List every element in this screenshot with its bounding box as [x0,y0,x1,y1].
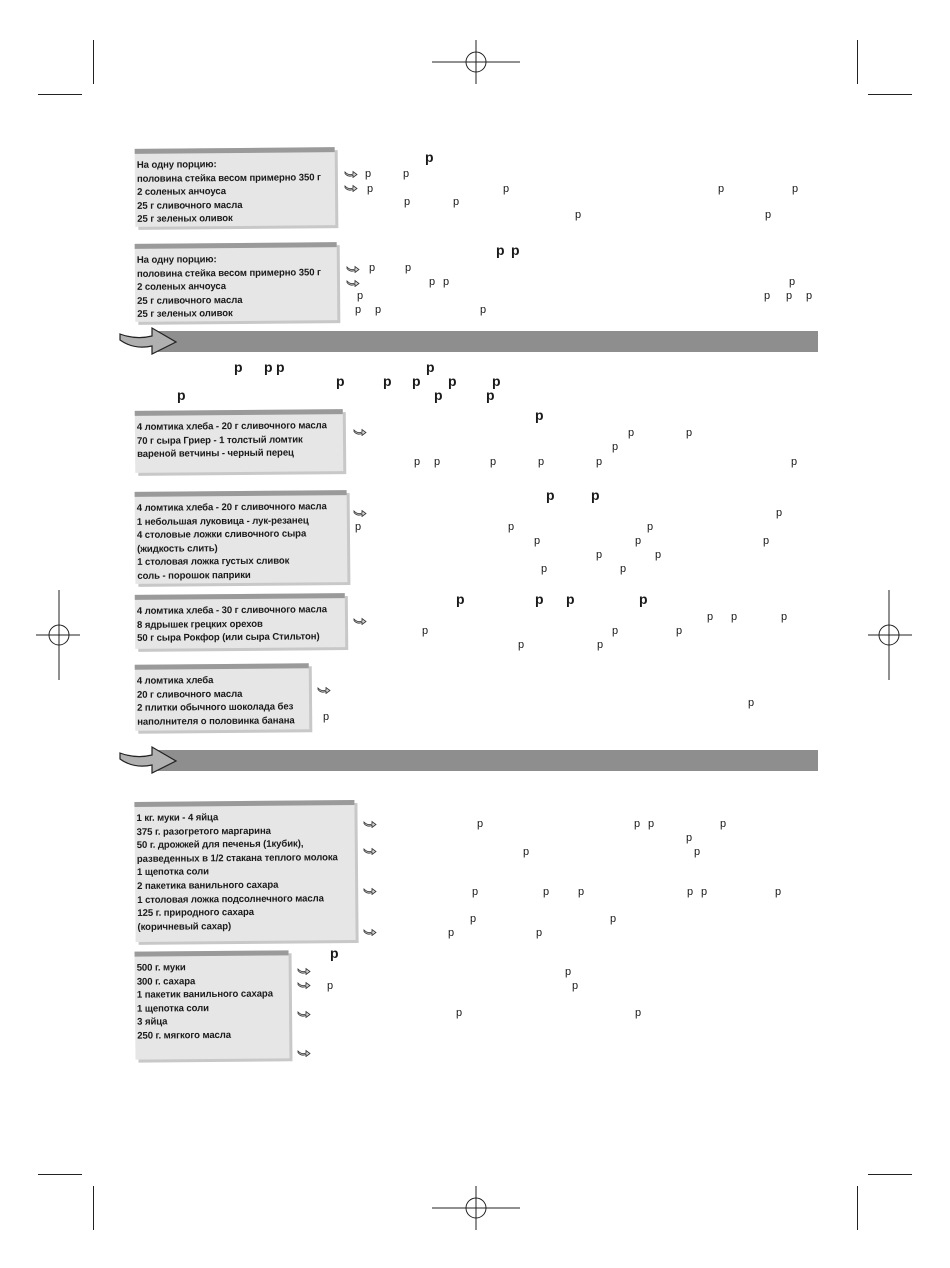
step-arrow-icon [363,887,377,895]
step-arrow-icon [363,928,377,936]
residual-glyph: р [538,456,545,468]
residual-glyph: р [456,591,465,607]
residual-glyph: р [534,535,541,547]
residual-glyph: р [764,290,771,302]
residual-glyph: р [448,927,455,939]
residual-glyph: р [434,387,443,403]
residual-glyph: р [492,373,501,389]
residual-glyph: р [731,611,738,623]
residual-glyph: р [355,521,362,533]
residual-glyph: р [276,359,285,375]
ingredients-box-toast-1 [135,409,344,473]
residual-glyph: р [518,639,525,651]
residual-glyph: р [355,304,362,316]
step-arrow-icon [297,1010,311,1018]
ingredient-line: 125 г. природного сахара [137,907,255,920]
residual-glyph: р [523,846,530,858]
residual-glyph: р [365,168,372,180]
step-arrow-icon [363,820,377,828]
residual-glyph: р [786,290,793,302]
residual-glyph: р [806,290,813,302]
residual-glyph: р [620,563,627,575]
residual-glyph: р [375,304,382,316]
ingredients-box-steak-2 [135,242,338,322]
residual-glyph: р [597,639,604,651]
residual-glyph: р [765,209,772,221]
residual-glyph: р [443,276,450,288]
step-arrow-icon [353,509,367,517]
residual-glyph: р [789,276,796,288]
ingredient-line: На одну порцию: [136,254,217,266]
residual-glyph: р [403,168,410,180]
ingredient-line: 25 г зеленых оливок [137,308,233,321]
residual-glyph: р [448,373,457,389]
residual-glyph: р [634,818,641,830]
crop-mark [868,94,912,95]
crop-mark [857,40,858,84]
ingredients-box-toast-2 [135,490,348,584]
residual-glyph: р [639,591,648,607]
residual-glyph: р [477,818,484,830]
residual-glyph: р [791,456,798,468]
ingredient-line: 1 небольшая луковица - лук-резанец [136,515,309,528]
residual-glyph: р [792,183,799,195]
ingredient-line: 70 г сыра Гриер - 1 толстый ломтик [136,434,303,447]
residual-glyph: р [694,846,701,858]
ingredient-line: 25 г сливочного масла [137,294,243,307]
residual-glyph: р [422,625,429,637]
ingredient-line: 50 г сыра Рокфор (или сыра Стильтон) [137,631,320,645]
residual-glyph: р [336,373,345,389]
crop-mark [38,1174,82,1175]
arrow-badge-icon [118,741,180,775]
ingredient-line: 250 г. мягкого масла [137,1029,232,1042]
ingredient-line: 500 г. муки [136,962,186,974]
residual-glyph: р [591,487,600,503]
residual-glyph: р [472,886,479,898]
residual-glyph: р [429,276,436,288]
step-arrow-icon [346,265,360,273]
residual-glyph: р [748,697,755,709]
ingredient-line: 3 яйца [137,1016,168,1029]
residual-glyph: р [781,611,788,623]
residual-glyph: р [330,945,339,961]
residual-glyph: р [535,591,544,607]
residual-glyph: р [686,427,693,439]
residual-glyph: р [367,183,374,195]
ingredient-line: половина стейка весом примерно 350 г [136,266,321,280]
residual-glyph: р [720,818,727,830]
residual-glyph: р [456,1007,463,1019]
residual-glyph: р [404,196,411,208]
ingredient-line: 1 кг. муки - 4 яйца [136,812,219,824]
residual-glyph: р [575,209,582,221]
residual-glyph: р [490,456,497,468]
ingredient-line: 4 ломтика хлеба - 20 г сливочного масла [136,420,327,433]
residual-glyph: р [565,966,572,978]
ingredients-box-cake-2 [135,950,290,1059]
ingredient-line: 25 г сливочного масла [137,199,243,212]
section-header-bar [158,331,818,352]
residual-glyph: р [453,196,460,208]
residual-glyph: р [647,521,654,533]
ingredient-line: 375 г. разогретого маргарина [136,825,271,838]
ingredient-line: 1 щепотка соли [136,866,209,879]
residual-glyph: р [612,441,619,453]
ingredient-line: 1 столовая ложка густых сливок [137,555,290,569]
residual-glyph: р [264,359,273,375]
residual-glyph: р [776,507,783,519]
residual-glyph: р [357,290,364,302]
residual-glyph: р [572,980,579,992]
residual-glyph: р [434,456,441,468]
ingredient-line: 8 ядрышек грецких орехов [136,618,263,631]
section-header-bar [158,750,818,771]
crop-mark [868,1174,912,1175]
residual-glyph: р [405,262,412,274]
ingredient-line: На одну порцию: [136,159,217,171]
step-arrow-icon [353,428,367,436]
step-arrow-icon [297,967,311,975]
ingredient-line: 2 плитки обычного шоколада без [137,701,294,714]
residual-glyph: р [635,535,642,547]
ingredient-line: 2 пакетика ванильного сахара [137,879,279,892]
residual-glyph: р [177,387,186,403]
residual-glyph: р [426,359,435,375]
ingredient-line: 4 столовые ложки сливочного сыра [136,528,307,542]
residual-glyph: р [414,456,421,468]
residual-glyph: р [775,886,782,898]
ingredient-line: 4 ломтика хлеба [136,675,214,687]
ingredient-line: 2 соленых анчоуса [136,281,226,294]
ingredient-line: разведенных в 1/2 стакана теплого молока [136,851,338,865]
arrow-badge-icon [118,322,180,356]
residual-glyph: р [486,387,495,403]
residual-glyph: р [412,373,421,389]
residual-glyph: р [610,913,617,925]
ingredients-box-cake-1 [134,800,355,942]
registration-mark-icon [868,590,912,680]
residual-glyph: р [707,611,714,623]
residual-glyph: р [536,927,543,939]
ingredient-line: 25 г зеленых оливок [137,213,233,226]
residual-glyph: р [686,832,693,844]
ingredients-box-toast-4 [135,663,310,731]
residual-glyph: р [496,242,505,258]
ingredient-line: 1 пакетик ванильного сахара [136,988,273,1001]
step-arrow-icon [297,1049,311,1057]
residual-glyph: р [327,980,334,992]
residual-glyph: р [701,886,708,898]
residual-glyph: р [480,304,487,316]
crop-mark [38,94,82,95]
residual-glyph: р [425,149,434,165]
residual-glyph: р [511,242,520,258]
residual-glyph: р [718,183,725,195]
residual-glyph: р [535,407,544,423]
step-arrow-icon [353,617,367,625]
ingredient-line: 4 ломтика хлеба - 20 г сливочного масла [136,501,327,514]
ingredient-line: 1 столовая ложка подсолнечного масла [137,892,324,906]
residual-glyph: р [763,535,770,547]
crop-mark [93,1186,94,1230]
step-arrow-icon [346,279,360,287]
registration-mark-icon [432,40,520,84]
ingredient-line: половина стейка весом примерно 350 г [136,171,321,185]
residual-glyph: р [687,886,694,898]
residual-glyph: р [234,359,243,375]
residual-glyph: р [323,711,330,723]
residual-glyph: р [470,913,477,925]
ingredient-line: (коричневый сахар) [137,920,232,933]
residual-glyph: р [541,563,548,575]
step-arrow-icon [344,184,358,192]
crop-mark [93,40,94,84]
residual-glyph: р [648,818,655,830]
ingredient-line: 1 щепотка соли [136,1002,209,1015]
crop-mark [857,1186,858,1230]
residual-glyph: р [546,487,555,503]
ingredients-box-steak-1 [135,147,336,227]
residual-glyph: р [655,549,662,561]
step-arrow-icon [297,981,311,989]
ingredient-line: (жидкость слить) [137,542,218,555]
ingredients-box-toast-3 [135,593,345,649]
residual-glyph: р [596,456,603,468]
registration-mark-icon [36,590,80,680]
ingredient-line: 2 соленых анчоуса [136,186,226,199]
ingredient-line: наполнителя о половинка банана [137,715,295,728]
residual-glyph: р [369,262,376,274]
step-arrow-icon [363,847,377,855]
residual-glyph: р [596,549,603,561]
residual-glyph: р [578,886,585,898]
residual-glyph: р [383,373,392,389]
ingredient-line: соль - порошок паприки [137,569,251,582]
step-arrow-icon [317,686,331,694]
residual-glyph: р [503,183,510,195]
step-arrow-icon [344,170,358,178]
residual-glyph: р [508,521,515,533]
ingredient-line: 300 г. сахара [136,975,196,988]
ingredient-line: 20 г сливочного масла [136,688,243,701]
ingredient-line: 4 ломтика хлеба - 30 г сливочного масла [136,604,327,617]
residual-glyph: р [676,625,683,637]
residual-glyph: р [612,625,619,637]
residual-glyph: р [628,427,635,439]
registration-mark-icon [432,1186,520,1230]
residual-glyph: р [566,591,575,607]
residual-glyph: р [543,886,550,898]
residual-glyph: р [635,1007,642,1019]
ingredient-line: вареной ветчины - черный перец [137,447,294,461]
ingredient-line: 50 г. дрожжей для печенья (1кубик), [136,838,304,852]
